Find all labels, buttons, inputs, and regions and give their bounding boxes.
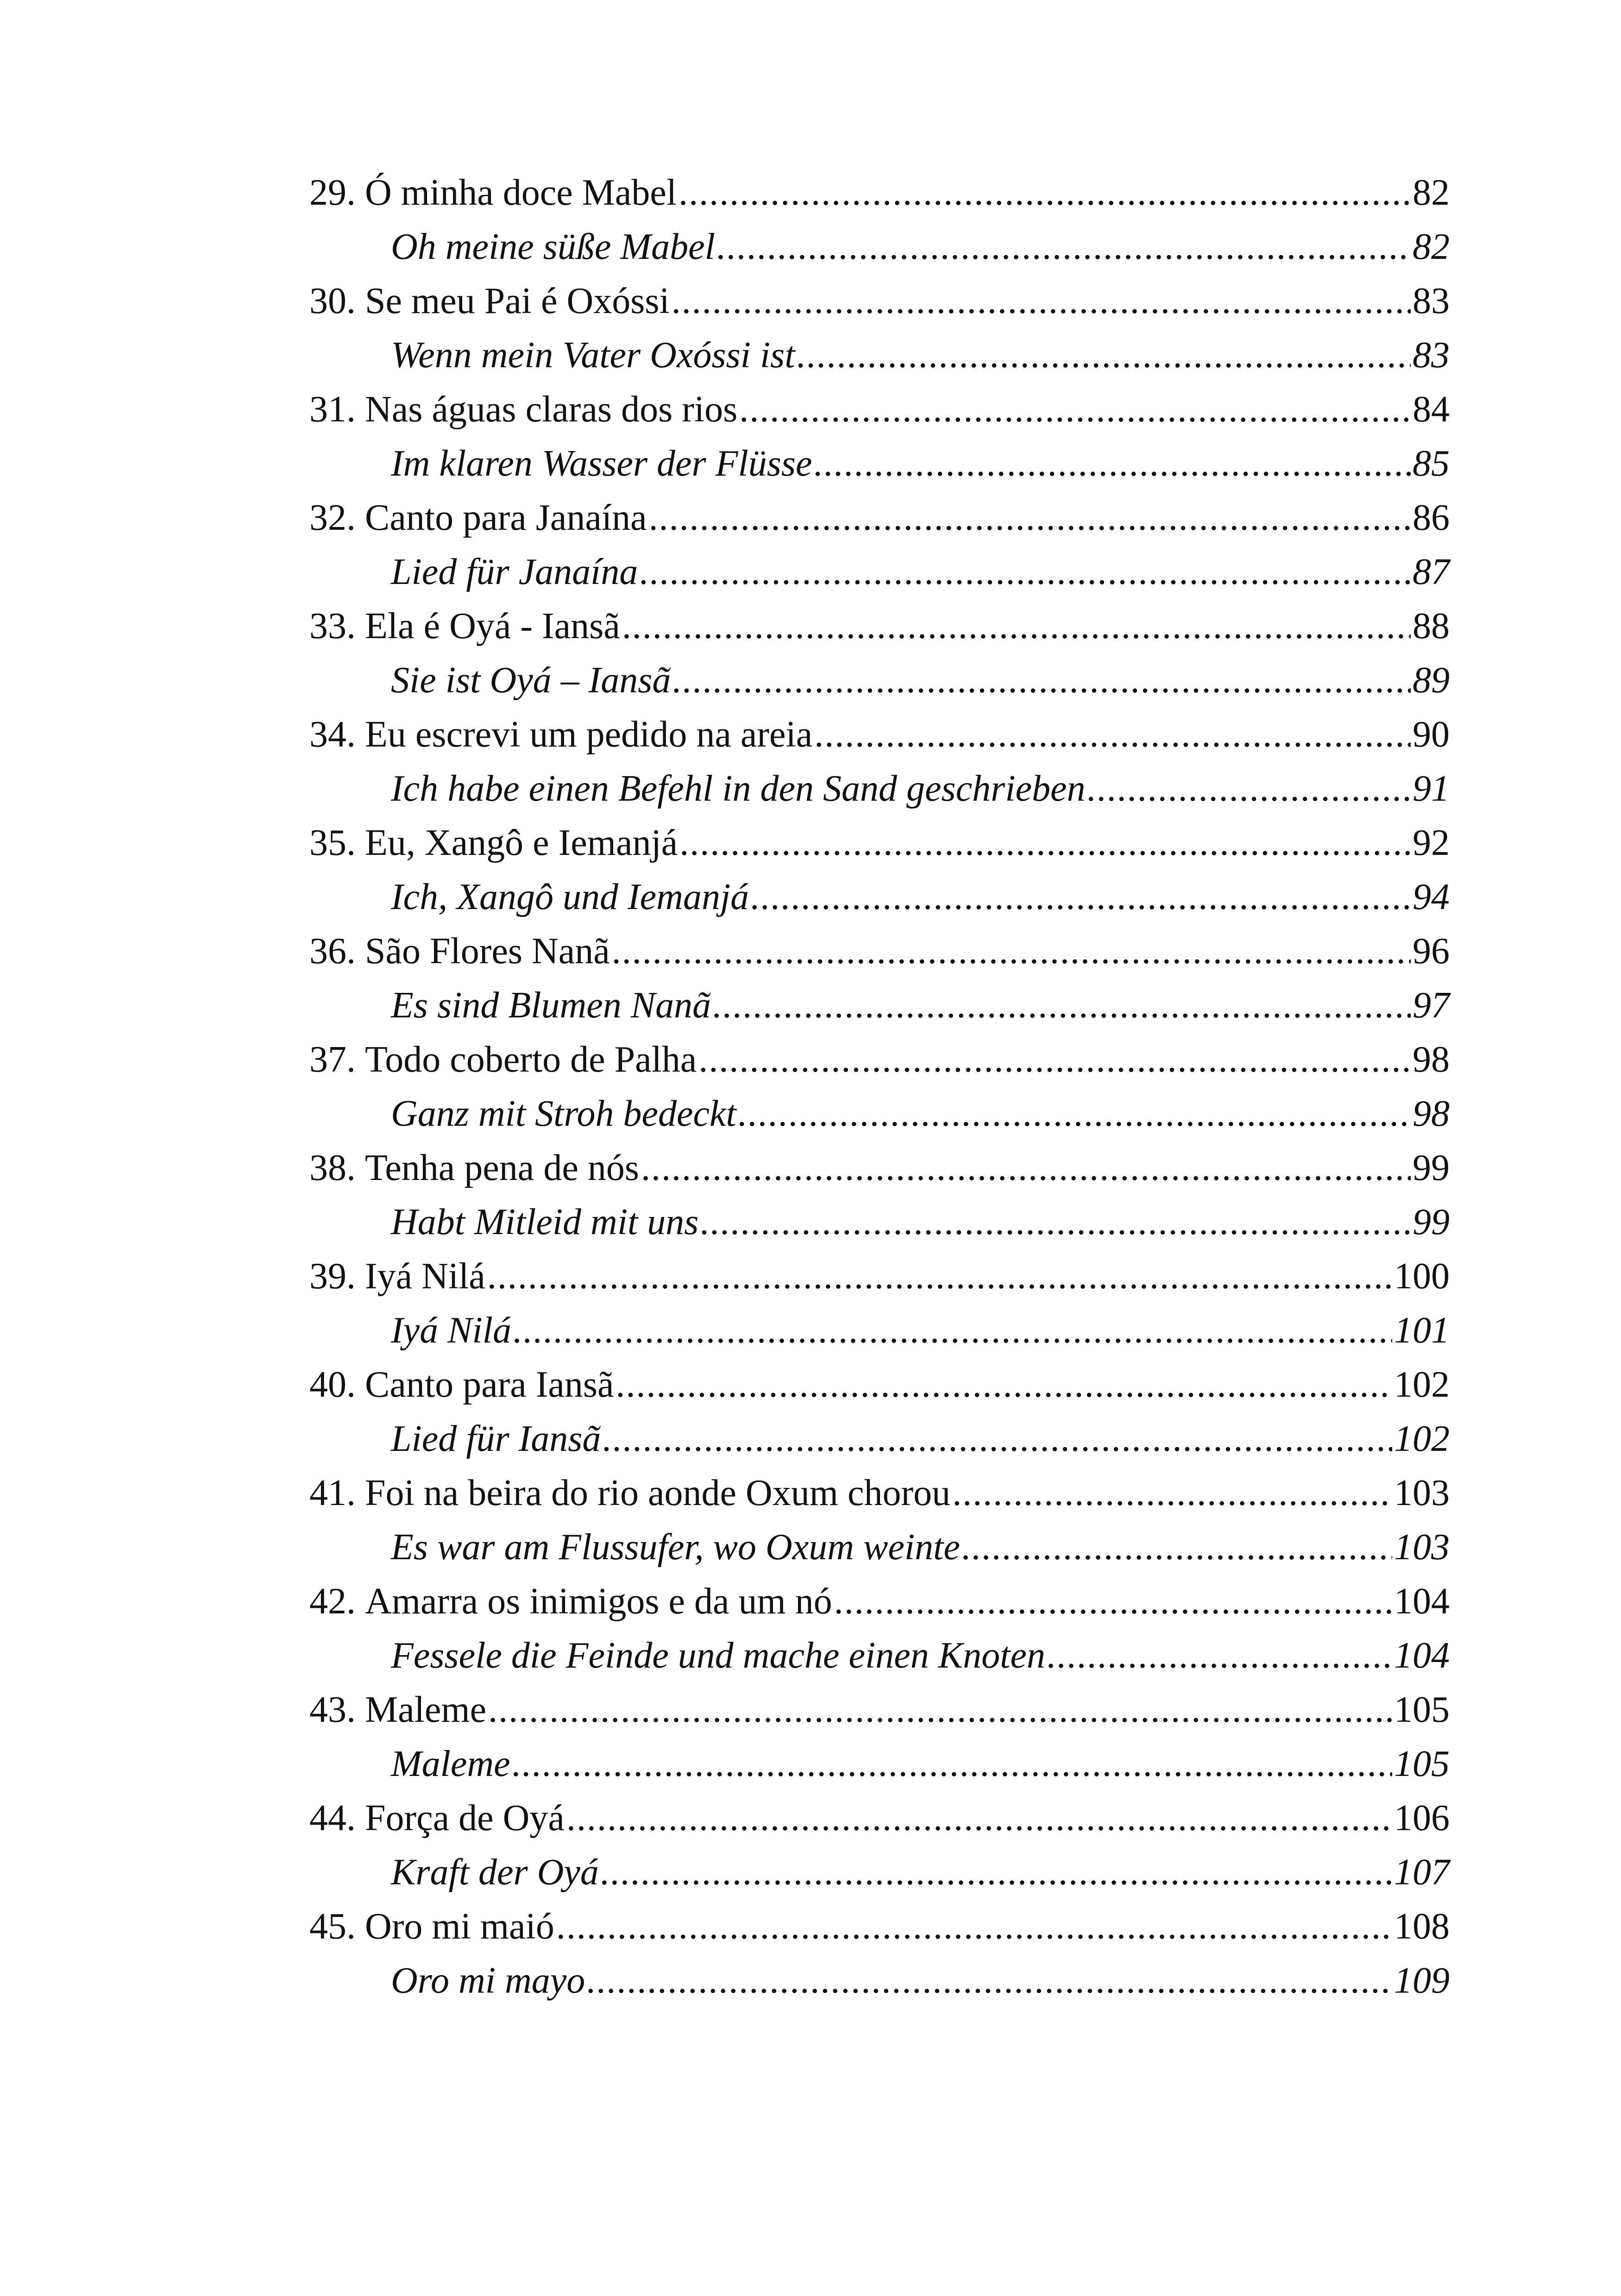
subentry-title: Kraft der Oyá [391,1852,599,1893]
subentry-title: Habt Mitleid mit uns [391,1202,699,1242]
subentry-title: Im klaren Wasser der Flüsse [391,443,812,484]
entry-page-number: 98 [1413,1039,1450,1080]
dot-leader [739,383,1411,437]
subentry-title: Ganz mit Stroh bedeckt [391,1093,736,1134]
dot-leader [713,979,1411,1033]
toc-subentry [309,762,1450,816]
entry-title: Ó minha doce Mabel [365,172,677,213]
toc-entry [309,383,1450,437]
dot-leader [797,328,1411,383]
dot-leader [601,1845,1392,1900]
subentry-page-number: 82 [1413,226,1450,267]
dot-leader [649,491,1411,545]
toc-subentry [309,328,1450,383]
subentry-title: Es war am Flussufer, wo Oxum weinte [391,1527,960,1568]
entry-number: 43. [309,1689,356,1730]
toc-subentry [309,220,1450,274]
entry-number: 45. [309,1906,356,1947]
entry-number: 35. [309,822,356,863]
entry-title: São Flores Nanã [365,931,610,972]
subentry-page-number: 105 [1394,1744,1450,1784]
toc-entry [309,1683,1450,1737]
entry-number: 44. [309,1798,356,1838]
subentry-page-number: 104 [1394,1635,1450,1676]
subentry-title: Ich, Xangô und Iemanjá [391,877,749,917]
entry-number: 31. [309,389,356,430]
subentry-page-number: 91 [1413,768,1450,809]
dot-leader [1087,762,1411,816]
toc-entry [309,924,1450,979]
toc-subentry [309,437,1450,491]
dot-leader [616,1358,1392,1412]
subentry-page-number: 107 [1394,1852,1450,1893]
entry-page-number: 102 [1394,1364,1450,1405]
dot-leader [566,1791,1392,1845]
subentry-title: Lied für Janaína [391,552,638,592]
entry-title: Canto para Janaína [365,497,647,538]
entry-title: Força de Oyá [365,1798,565,1838]
entry-title: Foi na beira do rio aonde Oxum chorou [365,1473,951,1513]
subentry-title: Es sind Blumen Nanã [391,985,711,1026]
entry-page-number: 92 [1413,822,1450,863]
entry-page-number: 100 [1394,1256,1450,1297]
subentry-title: Wenn mein Vater Oxóssi ist [391,335,795,376]
dot-leader [698,1033,1411,1087]
dot-leader [672,274,1411,328]
toc-entry [309,274,1450,328]
entry-page-number: 99 [1413,1148,1450,1188]
dot-leader [751,870,1411,924]
toc-entry [309,1033,1450,1087]
entry-number: 40. [309,1364,356,1405]
dot-leader [556,1900,1392,1954]
entry-page-number: 90 [1413,714,1450,755]
entry-title: Amarra os inimigos e da um nó [365,1581,832,1622]
subentry-page-number: 99 [1413,1202,1450,1242]
subentry-title: Oro mi mayo [391,1960,585,2001]
entry-title: Todo coberto de Palha [365,1039,697,1080]
toc-subentry [309,653,1450,708]
entry-title: Nas águas claras dos rios [365,389,738,430]
entry-number: 32. [309,497,356,538]
entry-title: Maleme [365,1689,487,1730]
toc-entry [309,1900,1450,1954]
toc-subentry [309,1195,1450,1249]
entry-title: Oro mi maió [365,1906,554,1947]
entry-title: Eu, Xangô e Iemanjá [365,822,678,863]
entry-number: 38. [309,1148,356,1188]
entry-title: Iyá Nilá [365,1256,485,1297]
dot-leader [512,1737,1392,1791]
subentry-page-number: 87 [1413,552,1450,592]
entry-title: Tenha pena de nós [365,1148,639,1188]
subentry-title: Ich habe einen Befehl in den Sand geschrieben [391,768,1086,809]
toc-subentry [309,870,1450,924]
toc-entry [309,599,1450,653]
toc-entry [309,1466,1450,1520]
toc-subentry [309,1412,1450,1466]
dot-leader [962,1520,1392,1575]
entry-title: Eu escrevi um pedido na areia [365,714,813,755]
subentry-page-number: 98 [1413,1093,1450,1134]
dot-leader [672,653,1411,708]
entry-number: 37. [309,1039,356,1080]
entry-page-number: 96 [1413,931,1450,972]
toc-entry [309,1249,1450,1304]
toc-entry [309,166,1450,220]
entry-page-number: 106 [1394,1798,1450,1838]
toc-entry [309,491,1450,545]
subentry-page-number: 94 [1413,877,1450,917]
toc-subentry [309,1087,1450,1141]
dot-leader [622,599,1411,653]
subentry-title: Sie ist Oyá – Iansã [391,660,671,701]
entry-title: Se meu Pai é Oxóssi [365,281,670,321]
toc-subentry [309,1954,1450,2008]
toc-subentry [309,1304,1450,1358]
entry-title: Ela é Oyá - Iansã [365,606,620,646]
dot-leader [679,166,1411,220]
subentry-page-number: 89 [1413,660,1450,701]
dot-leader [814,437,1411,491]
entry-number: 36. [309,931,356,972]
toc-entry [309,816,1450,870]
dot-leader [640,545,1411,599]
dot-leader [1047,1629,1392,1683]
dot-leader [738,1087,1411,1141]
toc-entry [309,1791,1450,1845]
entry-number: 29. [309,172,356,213]
subentry-title: Iyá Nilá [391,1310,511,1351]
dot-leader [952,1466,1392,1520]
dot-leader [700,1195,1411,1249]
dot-leader [487,1249,1392,1304]
toc-subentry [309,545,1450,599]
dot-leader [603,1412,1392,1466]
entry-page-number: 86 [1413,497,1450,538]
subentry-title: Maleme [391,1744,510,1784]
toc-entry [309,1141,1450,1195]
dot-leader [834,1575,1392,1629]
toc-subentry [309,1629,1450,1683]
table-of-contents [309,166,1450,2008]
entry-number: 30. [309,281,356,321]
entry-number: 33. [309,606,356,646]
subentry-title: Fessele die Feinde und mache einen Knoten [391,1635,1045,1676]
entry-page-number: 83 [1413,281,1450,321]
dot-leader [717,220,1411,274]
subentry-page-number: 83 [1413,335,1450,376]
subentry-page-number: 85 [1413,443,1450,484]
toc-entry [309,708,1450,762]
dot-leader [587,1954,1392,2008]
entry-number: 34. [309,714,356,755]
dot-leader [612,924,1411,979]
entry-number: 41. [309,1473,356,1513]
toc-subentry [309,979,1450,1033]
subentry-page-number: 109 [1394,1960,1450,2001]
entry-page-number: 82 [1413,172,1450,213]
subentry-title: Lied für Iansã [391,1418,601,1459]
dot-leader [641,1141,1411,1195]
entry-number: 42. [309,1581,356,1622]
entry-page-number: 108 [1394,1906,1450,1947]
toc-subentry [309,1845,1450,1900]
entry-number: 39. [309,1256,356,1297]
toc-entry [309,1575,1450,1629]
subentry-page-number: 102 [1394,1418,1450,1459]
entry-page-number: 105 [1394,1689,1450,1730]
subentry-page-number: 97 [1413,985,1450,1026]
toc-subentry [309,1520,1450,1575]
subentry-title: Oh meine süße Mabel [391,226,715,267]
entry-page-number: 84 [1413,389,1450,430]
entry-page-number: 103 [1394,1473,1450,1513]
toc-subentry [309,1737,1450,1791]
dot-leader [814,708,1411,762]
dot-leader [513,1304,1392,1358]
subentry-page-number: 101 [1394,1310,1450,1351]
dot-leader [679,816,1411,870]
dot-leader [488,1683,1392,1737]
subentry-page-number: 103 [1394,1527,1450,1568]
entry-page-number: 88 [1413,606,1450,646]
entry-title: Canto para Iansã [365,1364,614,1405]
toc-entry [309,1358,1450,1412]
entry-page-number: 104 [1394,1581,1450,1622]
